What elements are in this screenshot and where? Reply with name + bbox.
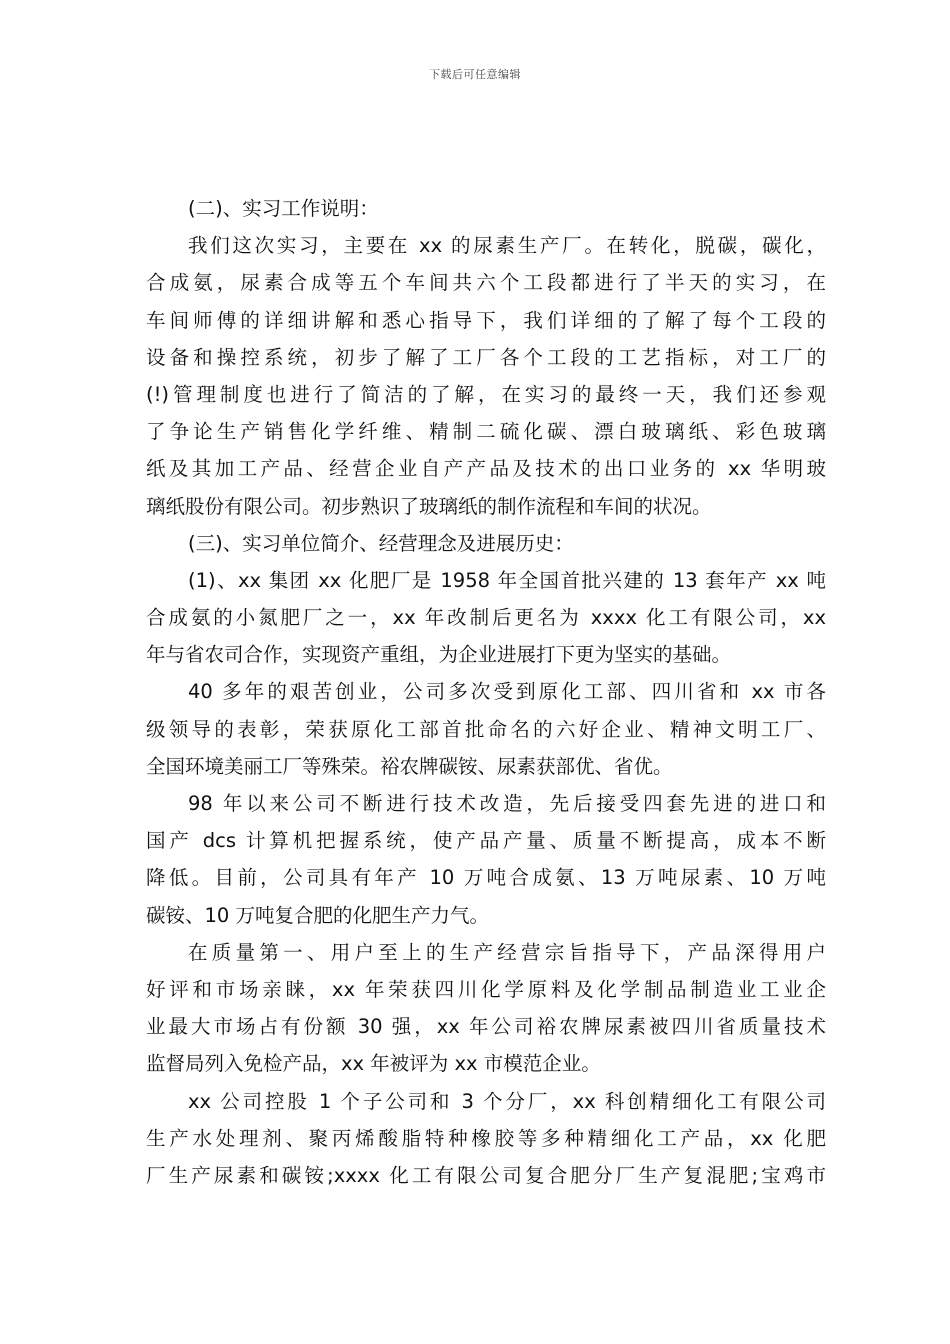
- text-line: 降低。目前，公司具有年产 10 万吨合成氨、13 万吨尿素、10 万吨: [146, 866, 826, 890]
- text-line: (1)、xx 集团 xx 化肥厂是 1958 年全国首批兴建的 13 套年产 xx 吨: [188, 568, 826, 592]
- text-line: 了争论生产销售化学纤维、精制二硫化碳、漂白玻璃纸、彩色玻璃: [146, 420, 826, 444]
- text-line: 国产 dcs 计算机把握系统，使产品产量、质量不断提高，成本不断: [146, 829, 826, 853]
- text-line: 40 多年的艰苦创业，公司多次受到原化工部、四川省和 xx 市各: [188, 680, 826, 704]
- text-line: 级领导的表彰，荣获原化工部首批命名的六好企业、精神文明工厂、: [146, 717, 826, 741]
- text-line: 厂生产尿素和碳铵;xxxx 化工有限公司复合肥分厂生产复混肥;宝鸡市: [146, 1163, 826, 1187]
- text-line: 合成氨的小氮肥厂之一，xx 年改制后更名为 xxxx 化工有限公司，xx: [146, 606, 826, 630]
- text-line: 全国环境美丽工厂等殊荣。裕农牌碳铵、尿素获部优、省优。: [146, 754, 673, 778]
- text-line: 璃纸股份有限公司。初步熟识了玻璃纸的制作流程和车间的状况。: [146, 494, 712, 518]
- text-line: 监督局列入免检产品，xx 年被评为 xx 市模范企业。: [146, 1052, 601, 1076]
- document-body: [146, 190, 826, 1194]
- text-line: xx 公司控股 1 个子公司和 3 个分厂，xx 科创精细化工有限公司: [188, 1089, 826, 1113]
- page-header-note: 下载后可任意编辑: [429, 68, 521, 81]
- text-line: (二)、实习工作说明：: [188, 197, 379, 220]
- text-line: 碳铵、10 万吨复合肥的化肥生产力气。: [146, 903, 490, 927]
- text-line: (!)管理制度也进行了简洁的了解，在实习的最终一天，我们还参观: [146, 382, 826, 406]
- text-line: 设备和操控系统，初步了解了工厂各个工段的工艺指标，对工厂的: [146, 345, 826, 369]
- text-line: 年与省农司合作，实现资产重组，为企业进展打下更为坚实的基础。: [146, 643, 732, 667]
- text-line: 业最大市场占有份额 30 强，xx 年公司裕农牌尿素被四川省质量技术: [146, 1015, 826, 1039]
- text-line: 98 年以来公司不断进行技术改造，先后接受四套先进的进口和: [188, 792, 826, 815]
- text-line: (三)、实习单位简介、经营理念及进展历史：: [188, 531, 574, 555]
- text-line: 合成氨，尿素合成等五个车间共六个工段都进行了半天的实习，在: [146, 271, 826, 295]
- text-line: 车间师傅的详细讲解和悉心指导下，我们详细的了解了每个工段的: [146, 308, 826, 332]
- text-line: 好评和市场亲睐，xx 年荣获四川化学原料及化学制品制造业工业企: [146, 977, 826, 1001]
- text-line: 纸及其加工产品、经营企业自产产品及技术的出口业务的 xx 华明玻: [146, 457, 826, 481]
- text-line: 我们这次实习，主要在 xx 的尿素生产厂。在转化，脱碳，碳化，: [188, 234, 826, 258]
- text-line: 在质量第一、用户至上的生产经营宗旨指导下，产品深得用户: [188, 940, 826, 964]
- text-line: 生产水处理剂、聚丙烯酸脂特种橡胶等多种精细化工产品，xx 化肥: [146, 1126, 826, 1150]
